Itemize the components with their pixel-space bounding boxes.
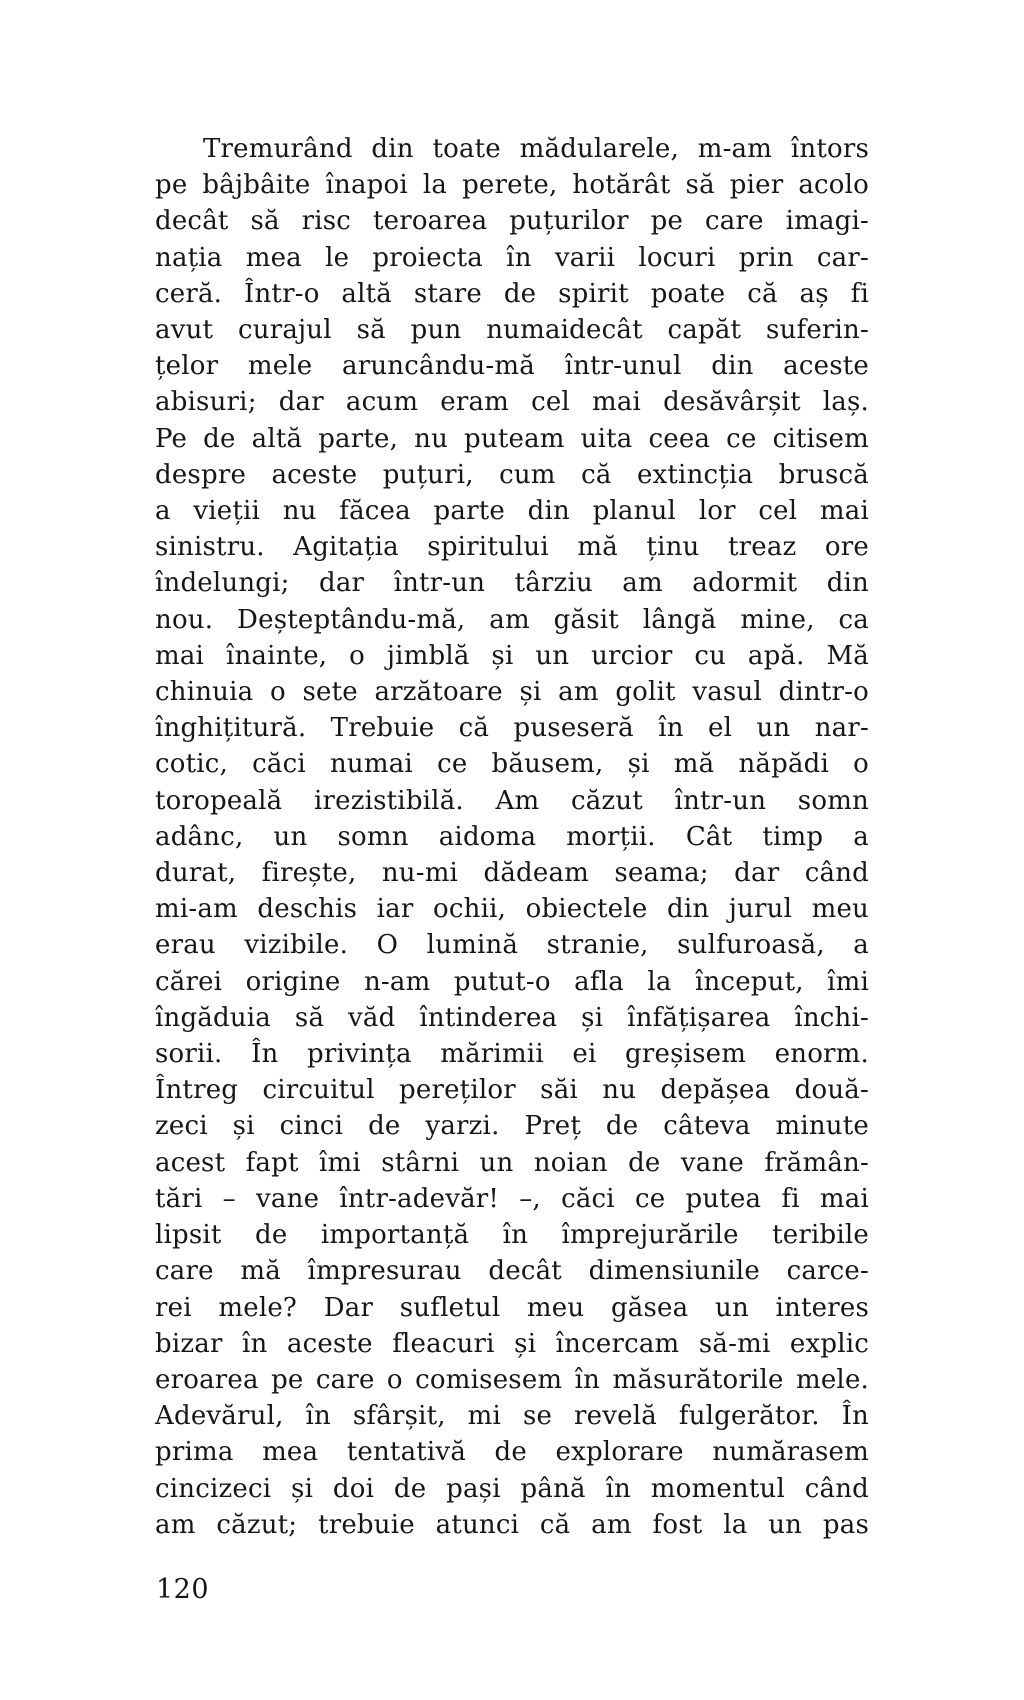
text-line: adânc, un somn aidoma morții. Cât timp a [155, 821, 869, 852]
text-line: Adevărul, în sfârșit, mi se revelă fulgerător. În [155, 1401, 869, 1432]
text-line: bizar în aceste fleacuri și încercam să-mi explic [155, 1328, 869, 1359]
text-line: sorii. În privința mărimii ei greșisem enorm. [155, 1039, 869, 1070]
text-line: cărei origine n-am putut-o afla la început, îmi [155, 966, 869, 997]
text-line: toropeală irezistibilă. Am căzut într-un somn [155, 785, 869, 816]
text-line: chinuia o sete arzătoare și am golit vasul dintr-o [155, 677, 869, 708]
page-number: 120 [156, 1574, 210, 1605]
text-line: abisuri; dar acum eram cel mai desăvârșit laș. [155, 387, 869, 418]
text-line: ceră. Într-o altă stare de spirit poate că aș fi [155, 278, 869, 309]
text-line: prima mea tentativă de explorare numărasem [155, 1437, 869, 1468]
text-line: durat, firește, nu-mi dădeam seama; dar când [155, 858, 869, 889]
text-line: erau vizibile. O lumină stranie, sulfuroasă, a [155, 930, 869, 961]
text-line: despre aceste puțuri, cum că extincția bruscă [155, 459, 869, 490]
text-line: decât să risc teroarea puțurilor pe care imagi- [155, 206, 869, 237]
text-line: tări – vane într-adevăr! –, căci ce putea fi mai [155, 1183, 869, 1214]
text-line: lipsit de importanță în împrejurările teribile [155, 1220, 869, 1251]
text-line: avut curajul să pun numaidecât capăt suferin- [155, 315, 869, 346]
text-line: sinistru. Agitația spiritului mă ținu treaz ore [155, 532, 869, 563]
text-line: nou. Deșteptându-mă, am găsit lângă mine, ca [155, 604, 869, 635]
text-line: mai înainte, o jimblă și un urcior cu apă. Mă [155, 640, 869, 671]
body-text-block [155, 131, 869, 1543]
text-line: eroarea pe care o comisesem în măsurătorile mele. [155, 1364, 869, 1395]
text-line: îndelungi; dar într-un târziu am adormit din [155, 568, 869, 599]
text-line: îngăduia să văd întinderea și înfățișarea închi- [155, 1002, 869, 1033]
text-line: cincizeci și doi de pași până în momentul când [155, 1473, 869, 1504]
text-line: care mă împresurau decât dimensiunile carce- [155, 1256, 869, 1287]
text-line: cotic, căci numai ce băusem, și mă năpădi o [155, 749, 869, 780]
text-line: rei mele? Dar sufletul meu găsea un interes [155, 1292, 869, 1323]
text-line: Pe de altă parte, nu puteam uita ceea ce citisem [155, 423, 869, 454]
text-line: pe bâjbâite înapoi la perete, hotărât să pier acolo [155, 170, 869, 201]
text-line: zeci și cinci de yarzi. Preț de câteva minute [155, 1111, 869, 1142]
text-line: am căzut; trebuie atunci că am fost la un pas [155, 1509, 869, 1540]
text-line: Tremurând din toate mădularele, m-am întors [203, 134, 869, 164]
text-line: nația mea le proiecta în varii locuri prin car- [155, 242, 869, 273]
text-line: înghițitură. Trebuie că puseseră în el un nar- [155, 713, 869, 744]
text-line: mi-am deschis iar ochii, obiectele din jurul meu [155, 894, 869, 925]
text-line: a vieții nu făcea parte din planul lor cel mai [155, 496, 869, 527]
text-line: Întreg circuitul pereților săi nu depășea două- [155, 1075, 869, 1106]
text-line: țelor mele aruncându-mă într-unul din aceste [155, 351, 869, 382]
text-line: acest fapt îmi stârni un noian de vane frămân- [155, 1147, 869, 1178]
